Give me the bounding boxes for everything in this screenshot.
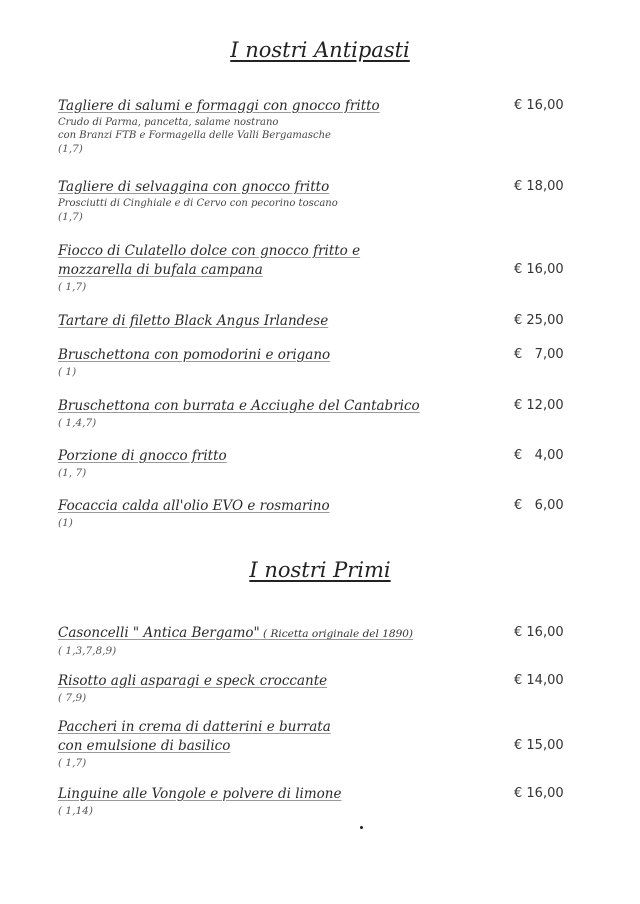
item-price: € 6,00 — [514, 498, 564, 513]
item-allergens: (1,7) — [58, 211, 83, 223]
item-name: Focaccia calda all'olio EVO e rosmarino — [58, 498, 330, 514]
antipasti-title: I nostri Antipasti — [230, 38, 410, 62]
stray-dot — [360, 826, 363, 829]
item-name: Risotto agli asparagi e speck croccante — [58, 673, 328, 689]
item-allergens: ( 1,3,7,8,9) — [58, 645, 117, 657]
item-price: € 7,00 — [514, 347, 564, 362]
item-price: € 15,00 — [514, 738, 564, 753]
item-description: Prosciutti di Cinghiale e di Cervo con pecorino toscano — [58, 198, 338, 209]
item-allergens: ( 1,7) — [58, 757, 87, 769]
item-price: € 25,00 — [514, 313, 564, 328]
item-allergens: ( 1,7) — [58, 281, 87, 293]
item-price: € 16,00 — [514, 625, 564, 640]
item-name: Bruschettona con pomodorini e origano — [58, 347, 331, 363]
item-name: Porzione di gnocco fritto — [58, 448, 227, 464]
item-allergens: ( 7,9) — [58, 692, 87, 704]
item-price: € 12,00 — [514, 398, 564, 413]
item-price: € 4,00 — [514, 448, 564, 463]
item-name-text: Casoncelli " Antica Bergamo" — [58, 625, 260, 641]
item-name: con emulsione di basilico — [58, 738, 231, 754]
item-price: € 18,00 — [514, 179, 564, 194]
item-description: Crudo di Parma, pancetta, salame nostrano — [58, 117, 279, 128]
item-note: ( Ricetta originale del 1890) — [259, 628, 414, 640]
item-allergens: ( 1,14) — [58, 805, 93, 817]
item-description: con Branzi FTB e Formagella delle Valli Bergamasche — [58, 130, 331, 141]
item-name: Fiocco di Culatello dolce con gnocco fritto e — [58, 243, 361, 259]
primi-title: I nostri Primi — [249, 558, 391, 582]
item-name: Tartare di filetto Black Angus Irlandese — [58, 313, 329, 329]
item-allergens: ( 1) — [58, 366, 77, 378]
item-price: € 16,00 — [514, 262, 564, 277]
item-allergens: (1, 7) — [58, 467, 87, 479]
item-price: € 16,00 — [514, 786, 564, 801]
item-name: Linguine alle Vongole e polvere di limone — [58, 786, 342, 802]
item-allergens: (1) — [58, 517, 73, 529]
item-name: mozzarella di bufala campana — [58, 262, 263, 278]
item-price: € 14,00 — [514, 673, 564, 688]
item-name: Bruschettona con burrata e Acciughe del Cantabrico — [58, 398, 420, 414]
item-allergens: ( 1,4,7) — [58, 417, 97, 429]
item-price: € 16,00 — [514, 98, 564, 113]
item-name: Tagliere di salumi e formaggi con gnocco fritto — [58, 98, 380, 114]
item-allergens: (1,7) — [58, 143, 83, 155]
item-name: Tagliere di selvaggina con gnocco fritto — [58, 179, 330, 195]
item-name: Paccheri in crema di datterini e burrata — [58, 719, 331, 735]
